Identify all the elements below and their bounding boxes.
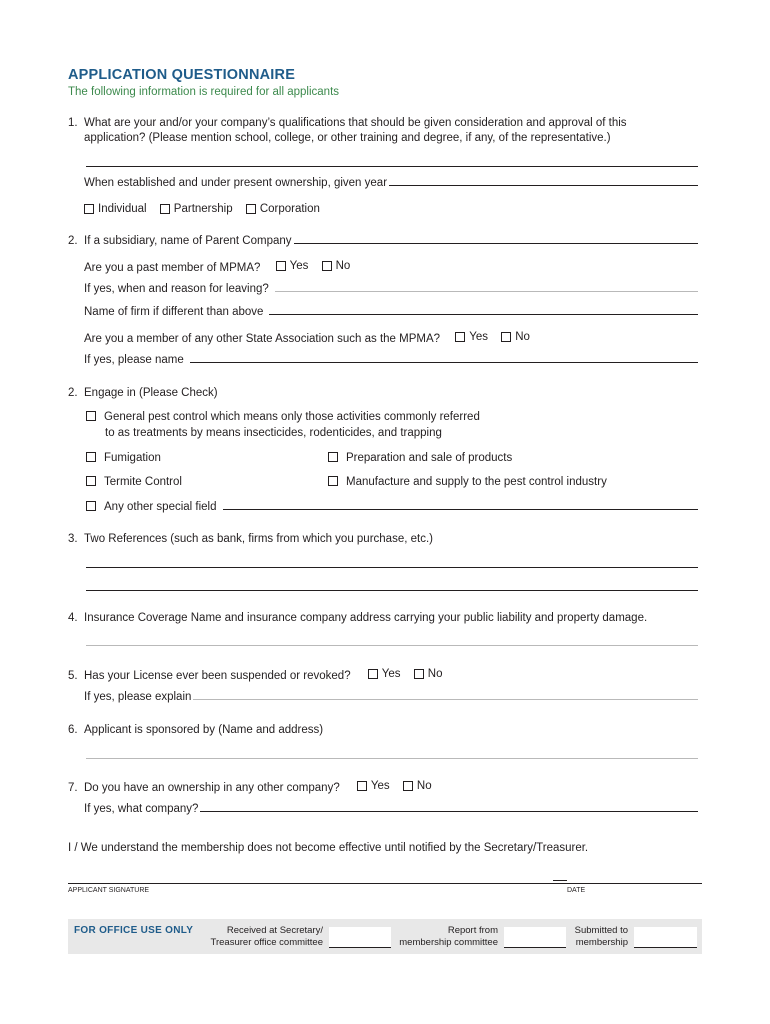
signature-line[interactable] — [68, 883, 702, 884]
manufacture-label: Manufacture and supply to the pest control industry — [346, 476, 607, 488]
firm-name-label: Name of firm if different than above — [84, 306, 264, 318]
q2a-number: 2. — [68, 235, 78, 247]
membership-statement: I / We understand the membership does not become effective until notified by the Secretary/Treasurer. — [68, 842, 589, 854]
preparation-checkbox[interactable] — [328, 452, 338, 462]
leaving-field[interactable] — [275, 291, 698, 292]
no-label: No — [427, 668, 443, 680]
report-line2: membership committee — [399, 937, 498, 948]
yes-label: Yes — [381, 668, 401, 680]
parent-company-row — [68, 235, 698, 247]
fumigation-checkbox[interactable] — [86, 452, 96, 462]
general-pest-option — [86, 411, 480, 423]
q5-text — [68, 668, 452, 682]
firm-name-field[interactable] — [269, 314, 698, 315]
submitted-line2: membership — [575, 937, 628, 948]
q1-line1: What are your and/or your company’s qualifications that should be given consideration and approval of this — [84, 117, 627, 129]
other-field-row — [86, 501, 698, 513]
parent-company-label: If a subsidiary, name of Parent Company — [84, 235, 292, 247]
sponsor-label: Applicant is sponsored by (Name and address) — [84, 724, 324, 736]
leaving-row — [84, 283, 698, 295]
office-use-box — [68, 919, 702, 954]
insurance-label: Insurance Coverage Name and insurance company address carrying your public liability and property damage. — [84, 612, 648, 624]
past-member-yes-checkbox[interactable] — [276, 261, 286, 271]
form-title: APPLICATION QUESTIONNAIRE — [68, 67, 296, 83]
other-assoc-row — [84, 331, 540, 345]
reference-line-1[interactable] — [86, 567, 698, 568]
explain-label: If yes, please explain — [84, 691, 192, 703]
individual-label: Individual — [98, 203, 147, 215]
received-label — [206, 925, 323, 949]
explain-field[interactable] — [193, 699, 698, 700]
company-label: If yes, what company? — [84, 803, 199, 815]
q7-number: 7. — [68, 782, 78, 794]
q5-number: 5. — [68, 670, 78, 682]
ownership-yes-checkbox[interactable] — [357, 781, 367, 791]
form-subtitle: The following information is required for all applicants — [68, 86, 340, 98]
q3-text — [68, 533, 433, 545]
reference-line-2[interactable] — [86, 590, 698, 591]
preparation-option — [328, 452, 512, 464]
termite-label: Termite Control — [104, 476, 182, 488]
other-assoc-no-checkbox[interactable] — [501, 332, 511, 342]
yes-label: Yes — [469, 331, 489, 343]
ownership-label: Do you have an ownership in any other company? — [84, 782, 340, 794]
partnership-label: Partnership — [173, 203, 233, 215]
license-no-checkbox[interactable] — [414, 669, 424, 679]
established-label: When established and under present ownership, given year — [84, 177, 388, 189]
q6-text — [68, 724, 323, 736]
q4-text — [68, 612, 647, 624]
explain-row — [84, 691, 698, 703]
yes-label: Yes — [370, 780, 390, 792]
individual-checkbox[interactable] — [84, 204, 94, 214]
past-member-no-checkbox[interactable] — [322, 261, 332, 271]
q4-number: 4. — [68, 612, 78, 624]
manufacture-option — [328, 476, 607, 488]
other-field-label: Any other special field — [104, 501, 217, 513]
parent-company-field[interactable] — [294, 243, 698, 244]
no-label: No — [335, 260, 351, 272]
yes-label: Yes — [289, 260, 309, 272]
submitted-label — [558, 925, 628, 949]
past-member-label: Are you a past member of MPMA? — [84, 262, 261, 274]
general-pest-checkbox[interactable] — [86, 411, 96, 421]
applicant-signature-label: APPLICANT SIGNATURE — [68, 887, 150, 894]
fumigation-label: Fumigation — [104, 452, 161, 464]
submitted-field[interactable] — [634, 927, 697, 948]
company-field[interactable] — [200, 811, 698, 812]
q2b-number: 2. — [68, 387, 78, 399]
fumigation-option — [86, 452, 161, 464]
office-use-label: FOR OFFICE USE ONLY — [74, 925, 194, 936]
other-field-line[interactable] — [223, 509, 698, 510]
no-label: No — [416, 780, 432, 792]
other-field-checkbox[interactable] — [86, 501, 96, 511]
termite-checkbox[interactable] — [86, 476, 96, 486]
manufacture-checkbox[interactable] — [328, 476, 338, 486]
date-label: DATE — [567, 887, 586, 894]
partnership-checkbox[interactable] — [160, 204, 170, 214]
other-assoc-yes-checkbox[interactable] — [455, 332, 465, 342]
q1-answer-line[interactable] — [86, 166, 698, 167]
license-label: Has your License ever been suspended or revoked? — [84, 670, 351, 682]
received-field[interactable] — [329, 927, 391, 948]
sponsor-line[interactable] — [86, 758, 698, 759]
received-line2: Treasurer office committee — [210, 937, 323, 948]
established-row — [84, 177, 698, 189]
no-label: No — [515, 331, 530, 343]
ownership-type-group — [84, 203, 330, 217]
report-line1: Report from — [447, 925, 498, 936]
engage-label: Engage in (Please Check) — [84, 387, 218, 399]
please-name-row — [84, 354, 698, 366]
general-pest-line1: General pest control which means only those activities commonly referred — [104, 411, 480, 423]
date-mark — [553, 880, 567, 881]
company-row — [84, 803, 698, 815]
established-field[interactable] — [389, 185, 698, 186]
preparation-label: Preparation and sale of products — [346, 452, 513, 464]
ownership-no-checkbox[interactable] — [403, 781, 413, 791]
received-line1: Received at Secretary/ — [226, 925, 323, 936]
please-name-field[interactable] — [190, 362, 698, 363]
q1-line2: application? (Please mention school, college, or other training and degree, if any, of the representative.) — [84, 132, 611, 144]
report-field[interactable] — [504, 927, 566, 948]
q6-number: 6. — [68, 724, 78, 736]
q1-number: 1. — [68, 117, 78, 129]
license-yes-checkbox[interactable] — [368, 669, 378, 679]
q7-text — [68, 780, 442, 794]
firm-name-row — [84, 306, 698, 318]
corporation-checkbox[interactable] — [246, 204, 256, 214]
report-label — [393, 925, 498, 949]
other-assoc-label: Are you a member of any other State Association such as the MPMA? — [84, 333, 441, 345]
leaving-label: If yes, when and reason for leaving? — [84, 283, 269, 295]
past-member-row — [84, 260, 360, 274]
termite-option — [86, 476, 182, 488]
corporation-label: Corporation — [259, 203, 320, 215]
submitted-line1: Submitted to — [574, 925, 628, 936]
general-pest-line2: to as treatments by means insecticides, rodenticides, and trapping — [105, 427, 442, 439]
please-name-label: If yes, please name — [84, 354, 184, 366]
engage-heading — [68, 387, 218, 399]
insurance-line[interactable] — [86, 645, 698, 646]
q1-text — [68, 117, 627, 129]
q3-number: 3. — [68, 533, 78, 545]
references-label: Two References (such as bank, firms from which you purchase, etc.) — [84, 533, 433, 545]
